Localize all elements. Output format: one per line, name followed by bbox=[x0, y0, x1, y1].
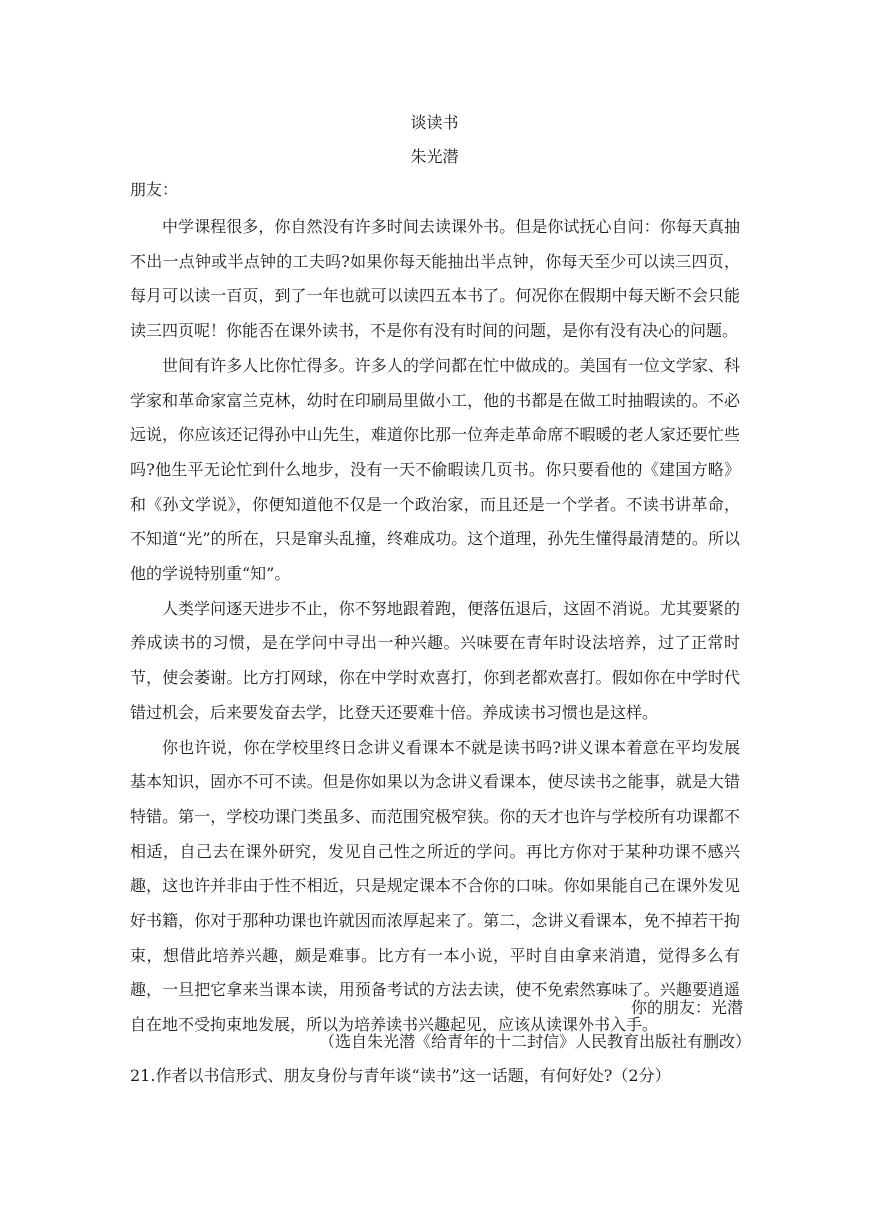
salutation: 朋友： bbox=[130, 180, 179, 199]
author-name: 朱光潜 bbox=[410, 147, 459, 166]
source-citation: （选自朱光潜《给青年的十二封信》人民教育出版社有删改） bbox=[318, 1032, 751, 1051]
question-21: 21.作者以书信形式、朋友身份与青年谈“读书”这一话题，有何好处?（2分） bbox=[130, 1066, 671, 1085]
paragraph-1: 中学课程很多，你自然没有许多时间去读课外书。但是你试抚心自问：你每天真抽不出一点钟或半点钟的工夫吗?如果你每天能抽出半点钟，你每天至少可以读三四页，每月可以读一百页，到了一年也就可以读四五本书了。何况你在假期中每天断不会只能读三四页呢！你能否在课外读书，不是你有没有时间的问题，是你有没有决心的问题。 bbox=[130, 217, 740, 341]
letter-body bbox=[130, 210, 740, 1043]
paragraph-4: 你也许说，你在学校里终日念讲义看课本不就是读书吗?讲义课本着意在平均发展基本知识，固亦不可不读。但是你如果以为念讲义看课本，使尽读书之能事，就是大错特错。第一，学校功课门类虽多、而范围究极窄狭。你的天才也许与学校所有功课都不相适，自己去在课外研究，发见自己性之所近的学问。再比方你对于某种功课不感兴趣，这也许并非由于性不相近，只是规定课本不合你的口味。你如果能自己在课外发见好书籍，你对于那种功课也许就因而浓厚起来了。第二，念讲义看课本，免不掉若干拘束，想借此培养兴趣，颇是难事。比方有一本小说，平时自由拿来消遣，觉得多么有趣，一旦把它拿来当课本读，用预备考试的方法去读，使不免索然寡味了。兴趣要逍遥自在地不受拘束地发展，所以为培养读书兴趣起见，应该从读课外书入手。 bbox=[130, 737, 740, 1035]
essay-title: 谈读书 bbox=[410, 113, 459, 132]
paragraph-2: 世间有许多人比你忙得多。许多人的学问都在忙中做成的。美国有一位文学家、科学家和革命家富兰克林，幼时在印刷局里做小工，他的书都是在做工时抽暇读的。不必远说，你应该还记得孙中山先生，难道你比那一位奔走革命席不暇暖的老人家还要忙些吗?他生平无论忙到什么地步，没有一天不偷暇读几页书。你只要看他的《建国方略》和《孙文学说》，你便知道他不仅是一个政治家，而且还是一个学者。不读书讲革命，不知道“光”的所在，只是窜头乱撞，终难成功。这个道理，孙先生懂得最清楚的。所以他的学说特别重“知”。 bbox=[130, 355, 740, 584]
letter-sign-off: 你的朋友：光潜 bbox=[630, 998, 743, 1017]
paragraph-3: 人类学问逐天进步不止，你不努地跟着跑，便落伍退后，这固不消说。尤其要紧的养成读书的习惯，是在学问中寻出一种兴趣。兴味要在青年时设法培养，过了正常时节，使会萎谢。比方打网球，你在中学时欢喜打，你到老都欢喜打。假如你在中学时代错过机会，后来要发奋去学，比登天还要难十倍。养成读书习惯也是这样。 bbox=[130, 598, 740, 722]
